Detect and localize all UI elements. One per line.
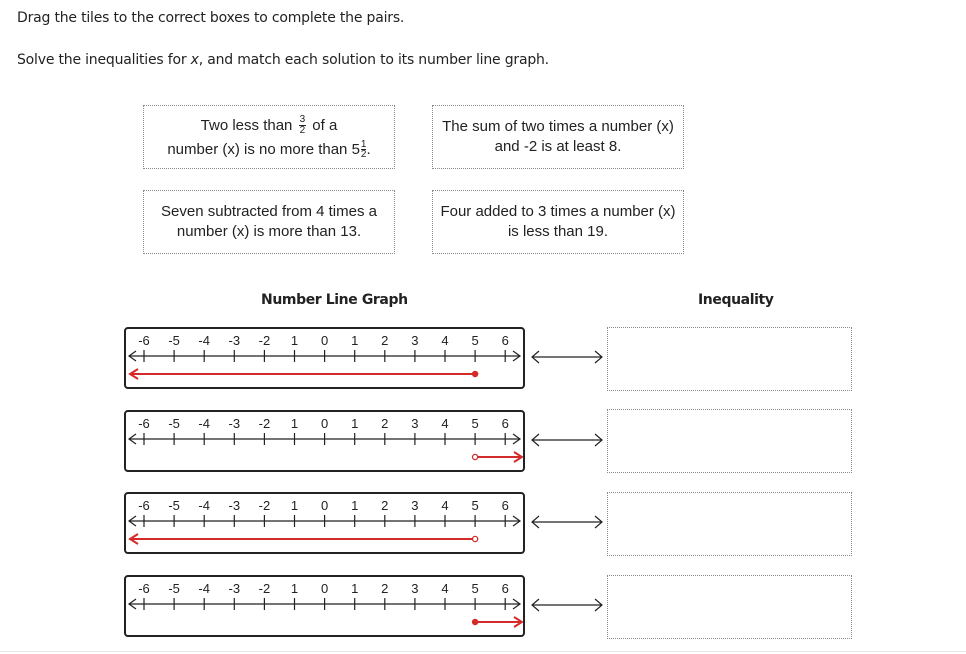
tick-label: 3 — [411, 333, 419, 348]
double-arrow-connector — [530, 349, 604, 365]
tick-label: -4 — [198, 333, 210, 348]
tile-text: Two less than — [200, 116, 297, 134]
number-line-graph-header: Number Line Graph — [261, 292, 408, 308]
tick-label: 1 — [351, 333, 359, 348]
mixed-numerator: 1 — [360, 139, 367, 151]
mixed-whole: 5 — [351, 140, 360, 158]
tile-text: number (x) is more than 13. — [176, 223, 362, 240]
tick-label: 4 — [441, 416, 449, 431]
fraction-denominator: 2 — [299, 125, 306, 137]
tick-label: 4 — [441, 581, 449, 596]
tick-label: 1 — [351, 498, 359, 513]
tick-label: -2 — [258, 416, 271, 431]
tick-label: 3 — [411, 498, 419, 513]
tile-four-added[interactable] — [432, 190, 684, 254]
tick-label: -4 — [198, 416, 210, 431]
inequality-drop-box-4[interactable] — [607, 575, 852, 639]
instruction-drag: Drag the tiles to the correct boxes to complete the pairs. — [17, 10, 405, 26]
tick-label: 1 — [351, 416, 359, 431]
number-line-graph-1 — [124, 327, 525, 389]
double-arrow-connector — [530, 514, 604, 530]
tick-label: 6 — [501, 581, 509, 596]
tile-text: number (x) is no more than — [167, 140, 352, 158]
tick-label: -3 — [228, 581, 241, 596]
tick-label: 3 — [411, 581, 419, 596]
double-arrow-connector — [530, 432, 604, 448]
tick-label: 2 — [381, 333, 389, 348]
tick-label: 1 — [290, 416, 299, 431]
tick-label: -5 — [168, 333, 180, 348]
tick-label: 2 — [381, 416, 389, 431]
inequality-drop-box-2[interactable] — [607, 409, 852, 473]
tick-label: -2 — [258, 498, 271, 513]
instruction-variable: x — [190, 52, 199, 68]
tick-label: 5 — [471, 333, 479, 348]
tick-label: 5 — [471, 416, 479, 431]
instruction-solve — [17, 52, 549, 68]
tick-label: 2 — [381, 498, 389, 513]
inequality-header: Inequality — [698, 292, 774, 308]
tick-label: 1 — [351, 581, 359, 596]
tile-text: . — [366, 140, 371, 158]
tick-label: 5 — [471, 498, 479, 513]
page-divider — [0, 651, 966, 652]
tick-label: 4 — [441, 498, 449, 513]
tick-label: -3 — [228, 416, 241, 431]
number-line-graph-4 — [124, 575, 525, 637]
tick-label: 0 — [320, 581, 329, 596]
tick-label: 6 — [501, 416, 509, 431]
tick-label: 0 — [320, 416, 329, 431]
instruction-text-end: , and match each solution to its number line graph. — [198, 52, 549, 68]
tile-text: is less than 19. — [507, 223, 609, 240]
tile-two-less[interactable] — [143, 105, 395, 169]
tile-text: Seven subtracted from 4 times a — [161, 203, 377, 220]
tick-label: 6 — [501, 333, 509, 348]
tick-label: 0 — [320, 498, 329, 513]
instruction-text: Solve the inequalities for — [17, 52, 191, 68]
inequality-drop-box-3[interactable] — [607, 492, 852, 556]
tick-label: -5 — [168, 498, 180, 513]
tick-label: -5 — [168, 416, 180, 431]
closed-endpoint — [473, 371, 478, 376]
double-arrow-connector — [530, 597, 604, 613]
tick-label: -6 — [138, 416, 150, 431]
inequality-drop-box-1[interactable] — [607, 327, 852, 391]
tick-label: 5 — [471, 581, 479, 596]
tile-seven-subtracted[interactable] — [143, 190, 395, 254]
tile-text: and -2 is at least 8. — [494, 138, 622, 155]
tick-label: 3 — [411, 416, 419, 431]
number-line-graph-3 — [124, 492, 525, 554]
tick-label: -2 — [258, 333, 271, 348]
tick-label: 0 — [320, 333, 329, 348]
tick-label: -4 — [198, 498, 210, 513]
tick-label: 4 — [441, 333, 449, 348]
tick-label: 2 — [381, 581, 389, 596]
tile-text: Four added to 3 times a number (x) — [440, 203, 676, 220]
fraction — [299, 115, 307, 136]
tick-label: -5 — [168, 581, 180, 596]
tick-label: -3 — [228, 333, 241, 348]
tick-label: -3 — [228, 498, 241, 513]
tick-label: 1 — [290, 581, 299, 596]
tick-label: -6 — [138, 333, 150, 348]
tick-label: -2 — [258, 581, 271, 596]
tile-text: The sum of two times a number (x) — [442, 118, 674, 135]
open-endpoint — [473, 536, 478, 541]
tick-label: 6 — [501, 498, 509, 513]
tile-sum-two-times[interactable] — [432, 105, 684, 169]
closed-endpoint — [473, 619, 478, 624]
fraction-numerator: 3 — [299, 114, 306, 126]
tick-label: 1 — [290, 498, 299, 513]
tick-label: -6 — [138, 581, 150, 596]
open-endpoint — [473, 454, 478, 459]
number-line-graph-2 — [124, 410, 525, 472]
mixed-denominator: 2 — [360, 149, 367, 161]
tick-label: 1 — [290, 333, 299, 348]
tick-label: -6 — [138, 498, 150, 513]
tick-label: -4 — [198, 581, 210, 596]
tile-text: of a — [308, 116, 338, 134]
